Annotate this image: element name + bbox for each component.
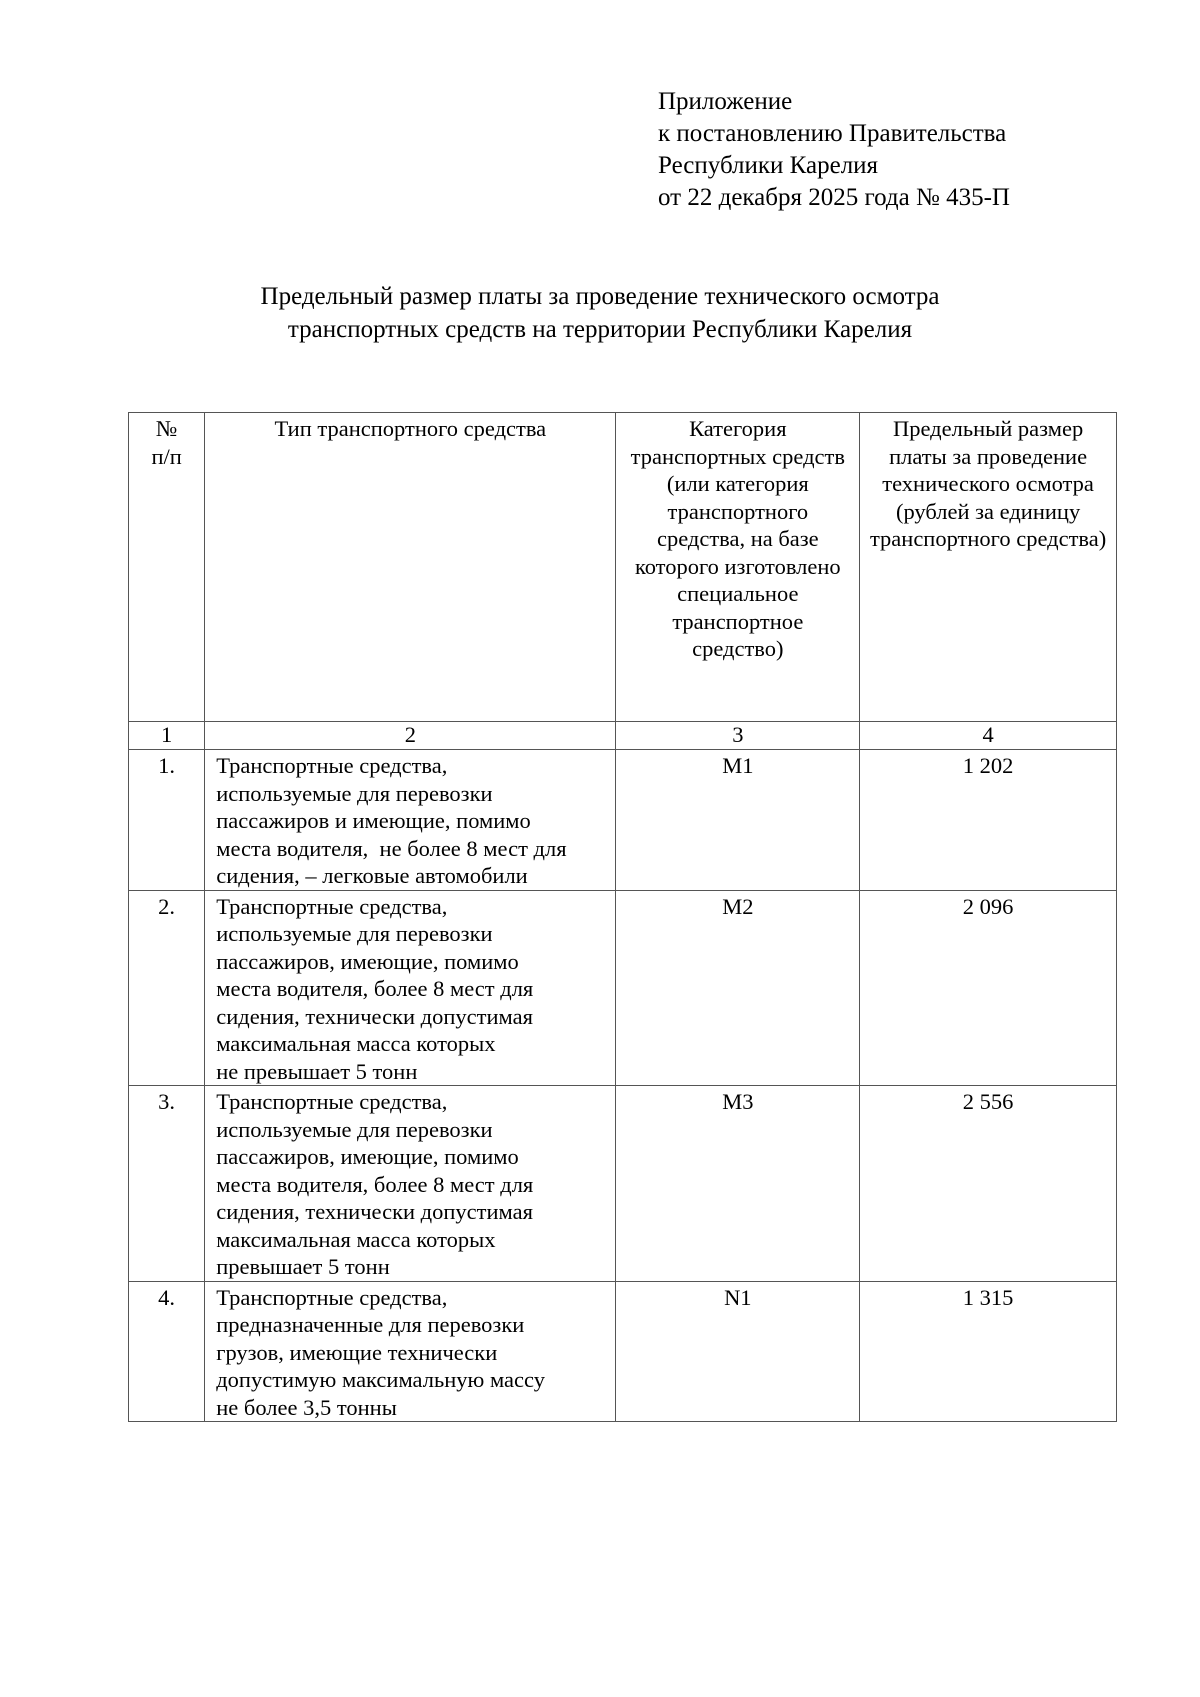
table-header-row bbox=[129, 413, 1117, 722]
row-number: 1. bbox=[129, 750, 205, 891]
header-number bbox=[129, 413, 205, 722]
row-vehicle-type bbox=[205, 1281, 616, 1422]
row-type-line: Транспортные средства, bbox=[216, 1089, 448, 1114]
appendix-block bbox=[658, 86, 1010, 214]
header-vehicle-type-label: Тип транспортного средства bbox=[274, 416, 547, 441]
fees-table bbox=[128, 412, 1117, 1422]
row-number: 2. bbox=[129, 890, 205, 1086]
row-fee: 2 096 bbox=[860, 890, 1117, 1086]
header-fee bbox=[860, 413, 1117, 722]
row-type-line: используемые для перевозки bbox=[216, 1116, 493, 1142]
title-line-2: транспортных средств на территории Республики Карелия bbox=[287, 316, 913, 343]
row-type-line: сидения, технически допустимая bbox=[216, 1003, 533, 1029]
row-number: 4. bbox=[129, 1281, 205, 1422]
column-number-1: 1 bbox=[129, 722, 205, 750]
column-number-2: 2 bbox=[205, 722, 616, 750]
document-title bbox=[100, 280, 1100, 346]
row-type-line: максимальная масса которых bbox=[216, 1031, 496, 1056]
row-type-line: превышает 5 тонн bbox=[216, 1254, 390, 1279]
row-category: M1 bbox=[616, 750, 860, 891]
table-row bbox=[129, 1281, 1117, 1422]
header-fee-label: Предельный размер платы за проведение технического осмотра (рублей за единицу транспортного средства) bbox=[869, 416, 1107, 551]
row-number: 3. bbox=[129, 1086, 205, 1282]
row-category: M3 bbox=[616, 1086, 860, 1282]
title-line-1: Предельный размер платы за проведение технического осмотра bbox=[260, 283, 940, 310]
row-vehicle-type bbox=[205, 1086, 616, 1282]
row-type-line: места водителя, не более 8 мест для bbox=[216, 835, 567, 861]
row-type-line: сидения, – легковые автомобили bbox=[216, 863, 528, 888]
table-row bbox=[129, 1086, 1117, 1282]
row-type-line: места водителя, более 8 мест для bbox=[216, 1171, 534, 1197]
row-fee: 1 315 bbox=[860, 1281, 1117, 1422]
row-type-line: максимальная масса которых bbox=[216, 1226, 496, 1252]
row-type-line: пассажиров и имеющие, помимо bbox=[216, 808, 531, 833]
column-number-4: 4 bbox=[860, 722, 1117, 750]
row-type-line: не превышает 5 тонн bbox=[216, 1058, 418, 1084]
column-number-row bbox=[129, 722, 1117, 750]
row-type-line: пассажиров, имеющие, помимо bbox=[216, 1144, 519, 1169]
row-type-line: используемые для перевозки bbox=[216, 921, 493, 946]
row-type-line: не более 3,5 тонны bbox=[216, 1394, 397, 1420]
row-type-line: предназначенные для перевозки bbox=[216, 1312, 525, 1337]
header-vehicle-type bbox=[205, 413, 616, 722]
row-type-line: Транспортные средства, bbox=[216, 753, 448, 778]
row-fee: 2 556 bbox=[860, 1086, 1117, 1282]
header-number-symbol: № bbox=[155, 416, 178, 441]
row-type-line: грузов, имеющие технически bbox=[216, 1339, 498, 1365]
row-vehicle-type bbox=[205, 890, 616, 1086]
row-type-line: места водителя, более 8 мест для bbox=[216, 976, 534, 1001]
appendix-line-1: Приложение bbox=[658, 88, 793, 115]
row-type-line: Транспортные средства, bbox=[216, 1284, 448, 1310]
table-row bbox=[129, 890, 1117, 1086]
row-type-line: пассажиров, имеющие, помимо bbox=[216, 948, 519, 974]
row-type-line: Транспортные средства, bbox=[216, 893, 448, 919]
table-row bbox=[129, 750, 1117, 891]
header-category bbox=[616, 413, 860, 722]
header-number-abbr: п/п bbox=[151, 443, 182, 469]
row-category: N1 bbox=[616, 1281, 860, 1422]
row-type-line: используемые для перевозки bbox=[216, 780, 493, 806]
appendix-line-2: к постановлению Правительства bbox=[658, 120, 1007, 147]
row-fee: 1 202 bbox=[860, 750, 1117, 891]
row-vehicle-type bbox=[205, 750, 616, 891]
appendix-line-4: от 22 декабря 2025 года № 435-П bbox=[658, 184, 1010, 211]
column-number-3: 3 bbox=[616, 722, 860, 750]
header-category-label: Категория транспортных средств (или категория транспортного средства, на базе которого изготовлено специальное транспортное средство) bbox=[630, 416, 845, 661]
row-type-line: допустимую максимальную массу bbox=[216, 1367, 545, 1392]
row-category: M2 bbox=[616, 890, 860, 1086]
appendix-line-3: Республики Карелия bbox=[658, 152, 879, 179]
row-type-line: сидения, технически допустимая bbox=[216, 1199, 533, 1224]
